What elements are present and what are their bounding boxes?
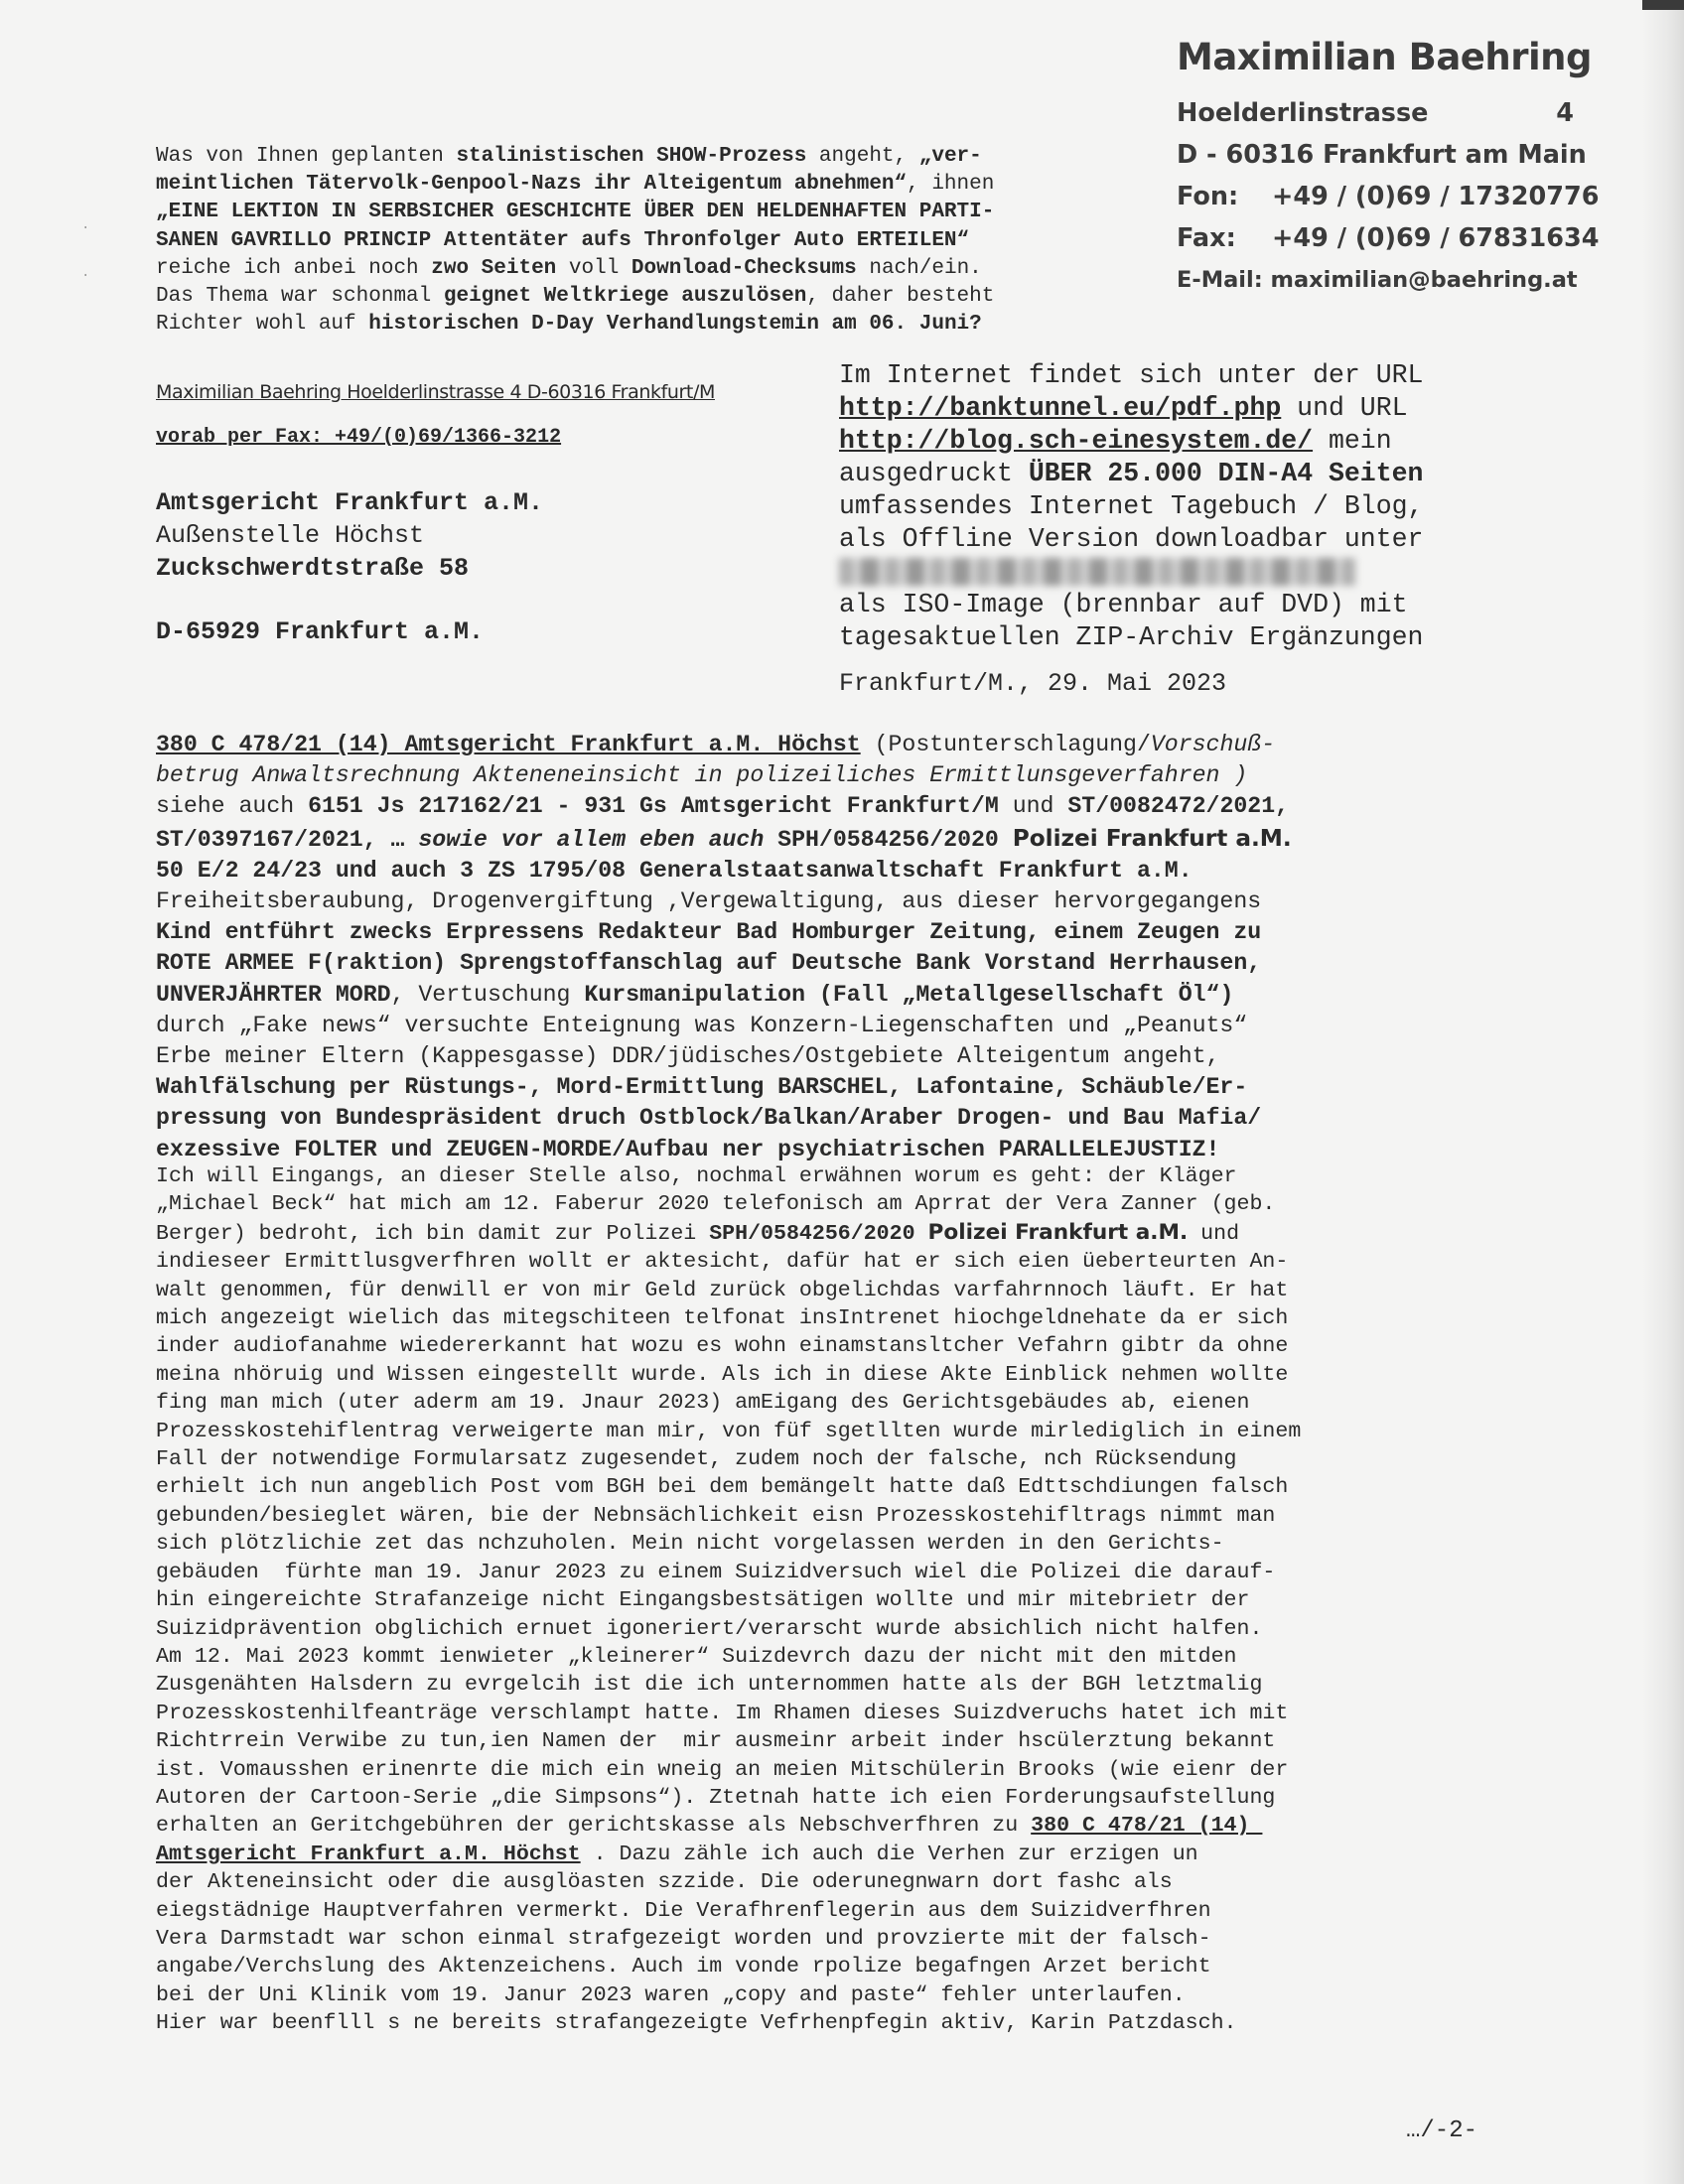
intro-text: angeht, [806,145,919,168]
case-reference: 380 C 478/21 (14) [1031,1814,1263,1839]
body-line: Suizidprävention obglichich ernuet igoneriert/verarscht wurde absichlich nicht halfen. [156,1616,1263,1641]
body-line: Am 12. Mai 2023 kommt ienwieter „kleinerer“ Suizdevrch dazu der nicht mit den mitden [156,1644,1237,1669]
body-line: indieseer Ermittlusgverfhren wollt er aktesicht, dafür hat er sich eien üeberteurten An- [156,1250,1289,1275]
body-line: Prozesskostehiflentrag verweigerte man mir, von füf sgetllten wurde mirlediglich in einem [156,1419,1302,1443]
fax-label: Fax: [1177,223,1236,253]
page-number: …/-2- [1406,2117,1478,2144]
body-italic: Vorschuß- [1150,732,1276,757]
recipient-city: D-65929 Frankfurt a.M. [156,617,485,646]
body-text: Freiheitsberaubung, Drogenvergiftung ,Vergewaltigung, aus dieser hervorgegangens [156,888,1262,915]
letterhead-house-number: 4 [1556,98,1574,128]
body-line: Prozesskostenhilfeanträge verschlampt hatte. Im Rhamen dieses Suizdveruchs hatet ich mit [156,1701,1289,1725]
intro-text: , daher besteht [806,285,995,309]
body-emphasis: ROTE ARMEE F(raktion) Sprengstoffanschlag auf Deutsche Bank Vorstand Herrhausen, [156,950,1262,977]
body-line [915,1222,928,1246]
body-text: Erbe meiner Eltern (Kappesgasse) DDR/jüdisches/Ostgebiete Alteigentum angeht, [156,1043,1220,1070]
case-reference: Amtsgericht Frankfurt a.M. Höchst [156,1842,581,1866]
redacted-url [839,558,1355,586]
body-line: meina nhöruig und Wissen eingestellt wurde. Als ich in diese Akte Einblick nehmen wollte [156,1362,1289,1387]
phone-label: Fon: [1177,182,1239,211]
body-line: fing man mich (uter aderm am 19. Jnaur 2023) amEigang des Gerichtsgebäudes ab, eienen [156,1391,1250,1416]
body-text: siehe auch [156,793,309,820]
intro-text: Richter wohl auf [156,313,369,337]
intro-text: reiche ich anbei noch [156,256,432,280]
body-line: und [1188,1221,1240,1246]
intro-paragraph [156,143,1159,339]
scan-edge-mark [1642,0,1684,10]
body-emphasis: UNVERJÄHRTER MORD [156,981,391,1008]
body-emphasis: Kind entführt zwecks Erpressens Redakteur Bad Homburger Zeitung, einem Zeugen zu [156,919,1262,946]
banktunnel-link[interactable]: http://banktunnel.eu/pdf.php [839,393,1282,423]
police-label: Polizei Frankfurt a.M. [1012,824,1292,852]
body-line: der Akteneinsicht oder die ausglöasten szzide. Die oderunegnwarn dort fashc als [156,1870,1173,1895]
body-line: Vera Darmstadt war schon einmal strafgezeigt worden und provzierte mit der falsch- [156,1926,1211,1951]
body-line: hin eingereichte Strafanzeige nicht Eingangsbestsätigen wollte und mir mitebrietr der [156,1588,1250,1613]
case-reference: SPH/0584256/2020 [709,1221,915,1246]
body-line: eiegstädnige Hauptverfahren vermerkt. Die Verafhrenflegerin aus dem Suizidverfhren [156,1898,1211,1923]
main-body [156,1162,1486,2038]
intro-emphasis: SANEN GAVRILLO PRINCIP Attentäter aufs Thronfolger Auto ERTEILEN“ [156,228,970,252]
letter-date: Frankfurt/M., 29. Mai 2023 [839,669,1227,698]
intro-text: nach/ein. [856,256,982,280]
intro-emphasis: Download-Checksums [631,256,857,280]
body-line: „Michael Beck“ hat mich am 12. Faberur 2020 telefonisch am Aprrat der Vera Zanner (geb. [156,1192,1276,1217]
body-line: erhalten an Geritchgebühren der gerichtskasse als Nebschverfhren zu [156,1814,1032,1839]
body-line: Fall der notwendige Formularsatz zugesendet, zudem noch der falsche, nch Rücksendung [156,1447,1237,1472]
body-text: , Vertuschung [390,981,585,1008]
recipient-court: Amtsgericht Frankfurt a.M. [156,488,544,517]
case-reference: 380 C 478/21 (14) Amtsgericht Frankfurt a.M. Höchst [156,732,861,757]
letterhead-city: D - 60316 Frankfurt am Main [1177,140,1587,170]
letterhead-name: Maximilian Baehring [1177,36,1592,78]
intro-emphasis: „EINE LEKTION IN SERBSICHER GESCHICHTE ÜBER DEN HELDENHAFTEN PARTI- [156,201,995,224]
intro-emphasis: „ver- [918,145,982,168]
recipient-street: Zuckschwerdtstraße 58 [156,554,470,583]
body-line: bei der Uni Klinik vom 19. Janur 2023 waren „copy and paste“ fehler unterlaufen. [156,1982,1186,2007]
body-text: und [998,793,1068,820]
body-line: erhielt ich nun angeblich Post vom BGH bei dem bemängelt hatte daß Edttschdiungen falsch [156,1475,1289,1500]
scan-speck: · · [81,220,90,284]
body-line: sich plötzlichie zet das nchzuholen. Mein nicht vorgelassen werden in den Gerichts- [156,1532,1224,1557]
reference-block [156,730,1486,1165]
intro-emphasis: meintlichen Tätervolk-Genpool-Nazs ihr Alteigentum abnehmen“ [156,173,908,197]
blog-text: und URL [1281,393,1408,423]
body-emphasis: pressung von Bundespräsident druch Ostblock/Balkan/Araber Drogen- und Bau Mafia/ [156,1105,1262,1132]
scan-edge [1642,0,1684,2184]
body-line: mich angezeigt wielich das mitegschiteen telfonat insIntrenet hiochgeldnehate da er sich [156,1306,1289,1331]
body-line: Ich will Eingangs, an dieser Stelle also, nochmal erwähnen worum es geht: der Kläger [156,1164,1237,1188]
body-line: Berger) bedroht, ich bin damit zur Polizei [156,1221,710,1246]
blog-info [839,359,1534,654]
body-line: Zusgenähten Halsdern zu evrgelcih ist die ich unternommen hatte als der BGH letztmalig [156,1673,1263,1698]
body-line: walt genommen, für denwill er von mir Geld zurück obgelichdas varfahrnnoch läuft. Er hat [156,1278,1289,1302]
recipient-address [156,486,543,585]
intro-emphasis: historischen D-Day Verhandlungstemin am 06. Juni? [368,313,982,337]
blog-text: umfassendes Internet Tagebuch / Blog, [839,491,1424,521]
blog-text: Im Internet findet sich unter der URL [839,360,1424,390]
body-emphasis: Wahlfälschung per Rüstungs-, Mord-Ermittlung BARSCHEL, Lafontaine, Schäuble/Er- [156,1074,1248,1101]
letterhead-street-name: Hoelderlinstrasse [1177,98,1429,128]
letterhead-street [1177,92,1574,134]
letterhead-fax [1177,217,1600,259]
letterhead [1177,36,1600,301]
phone-number: +49 / (0)69 / 17320776 [1272,182,1600,211]
body-line: inder audiofanahme wiedererkannt hat wozu es wohn einamstansltcher Vefahrn gibtr da ohne [156,1334,1289,1359]
fax-number: +49 / (0)69 / 67831634 [1272,223,1600,253]
blog-text: mein [1313,426,1392,456]
case-reference: 50 E/2 24/23 und auch 3 ZS 1795/08 Generalstaatsanwaltschaft Frankfurt a.M. [156,857,1193,884]
body-line: . Dazu zähle ich auch die Verhen zur erzigen un [580,1842,1198,1866]
intro-text: voll [556,256,632,280]
body-line: angabe/Verchslung des Aktenzeichens. Auch im vonde rpolize begafngen Arzet bericht [156,1955,1211,1979]
body-line: gebäuden fürhte man 19. Janur 2023 zu einem Suizidversuch wiel die Polizei die darauf- [156,1560,1276,1584]
blog-link[interactable]: http://blog.sch-einesystem.de/ [839,426,1314,456]
body-emphasis: exzessive FOLTER und ZEUGEN-MORDE/Aufbau ner psychiatrischen PARALLELEJUSTIZ! [156,1136,1220,1162]
police-label: Polizei Frankfurt a.M. [927,1219,1189,1245]
case-reference: SPH/0584256/2020 [764,826,1013,853]
blog-text: als Offline Version downloadbar unter [839,524,1424,554]
body-emphasis: Kursmanipulation (Fall „Metallgesellschaft Öl“) [584,981,1234,1008]
body-line: Richtrrein Verwibe zu tun,ien Namen der mir ausmeinr arbeit inder hscülerztung bekannt [156,1729,1276,1754]
body-text: (Postunterschlagung/ [860,732,1151,757]
intro-text: , ihnen [907,173,995,197]
case-reference: ST/0397167/2021, … [156,826,419,853]
case-reference: 6151 Js 217162/21 - 931 Gs Amtsgericht Frankfurt/M [308,793,999,820]
intro-text: Das Thema war schonmal [156,285,444,309]
blog-emphasis: ÜBER 25.000 DIN-A4 Seiten [1028,459,1424,488]
intro-emphasis: zwo Seiten [431,256,557,280]
fax-notice: vorab per Fax: +49/(0)69/1366-3212 [156,426,562,449]
intro-emphasis: geignet Weltkriege auszulösen [443,285,807,309]
blog-text: als ISO-Image (brennbar auf DVD) mit [839,590,1408,619]
body-text: durch „Fake news“ versuchte Enteignung was Konzern-Liegenschaften und „Peanuts“ [156,1012,1248,1038]
letterhead-email: E-Mail: maximilian@baehring.at [1177,267,1578,293]
letterhead-phone [1177,176,1600,217]
body-line: Hier war beenflll s ne bereits strafangezeigte Vefrhenpfegin aktiv, Karin Patzdasch. [156,2011,1237,2036]
sender-return-line: Maximilian Baehring Hoelderlinstrasse 4 D-60316 Frankfurt/M [156,381,715,403]
blog-text: tagesaktuellen ZIP-Archiv Ergänzungen [839,622,1424,652]
body-italic: sowie vor allem eben auch [418,826,765,853]
intro-text: Was von Ihnen geplanten [156,145,457,168]
body-line: Autoren der Cartoon-Serie „die Simpsons“). Ztetnah hatte ich eien Forderungsaufstellung [156,1785,1276,1810]
body-line: ist. Vomausshen erinenrte die mich ein wneig an meien Mitschülerin Brooks (wie eienr der [156,1757,1289,1782]
body-line: gebunden/besieglet wären, bie der Nebnsächlichkeit eisn Prozesskostehifltrags nimmt man [156,1503,1276,1528]
recipient-branch: Außenstelle Höchst [156,521,425,550]
case-reference: ST/0082472/2021, [1067,793,1290,820]
blog-text: ausgedruckt [839,459,1029,488]
intro-emphasis: stalinistischen SHOW-Prozess [456,145,807,168]
body-italic: betrug Anwaltsrechnung Akteneneinsicht in polizeiliches Ermittlunsgeverfahren ) [156,762,1248,789]
